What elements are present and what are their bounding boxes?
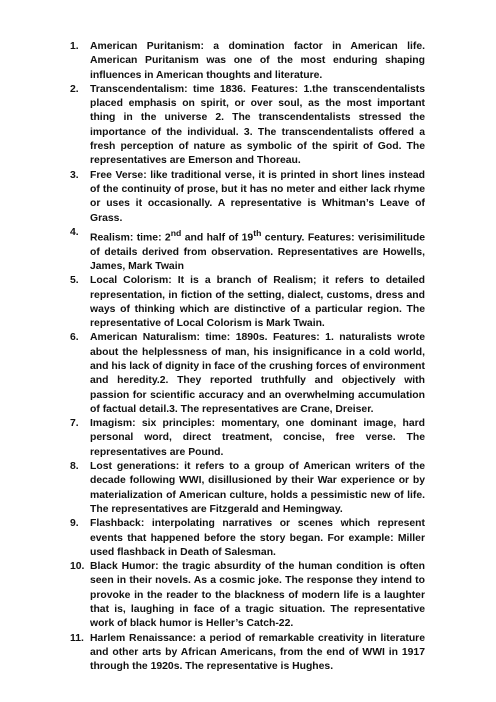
list-item xyxy=(70,517,425,560)
item-text-part: century. Features: verisimilitude of details derived from observation. Representatives are Howells, James, Mark Twain xyxy=(90,232,425,272)
item-text: Imagism: six principles: momentary, one dominant image, hard personal word, direct treatment, concise, free verse. The representatives are Pound. xyxy=(90,418,425,458)
item-number: 4. xyxy=(70,226,79,238)
item-number: 6. xyxy=(70,332,79,344)
list-item xyxy=(70,226,425,274)
item-text-part: Realism: time: 2 xyxy=(90,232,171,244)
item-text-part: and half of 19 xyxy=(181,232,254,244)
item-number: 8. xyxy=(70,461,79,473)
list-item xyxy=(70,560,425,631)
list-item xyxy=(70,83,425,169)
item-number: 3. xyxy=(70,169,79,181)
item-number: 10. xyxy=(70,561,85,573)
item-text: Free Verse: like traditional verse, it is printed in short lines instead of the continuity of prose, but it has no meter and either lack rhyme or uses it occasionally. A representative is Whitman’s Leave of Grass. xyxy=(90,169,425,224)
item-text: Black Humor: the tragic absurdity of the human condition is often seen in their novels. As a cosmic joke. The response they intend to provoke in the reader to the blackness of modern life is a laughter that is, laughing in face of a tragic situation. The representative work of black humor is Heller’s Catch-22. xyxy=(90,561,425,630)
item-text: Transcendentalism: time 1836. Features: 1.the transcendentalists placed emphasis on spirit, or over soul, as the most important thing in the universe 2. The transcendentalists stressed the importance of the individual. 3. The transcendentalists offered a fresh perception of nature as symbolic of the spirit of God. The representatives are Emerson and Thoreau. xyxy=(90,83,425,167)
item-number: 5. xyxy=(70,275,79,287)
item-text: Lost generations: it refers to a group of American writers of the decade following WWI, disillusioned by their War experience or by materialization of American culture, holds a pessimistic new of life. The representatives are Fitzgerald and Hemingway. xyxy=(90,461,425,515)
item-number: 7. xyxy=(70,418,79,430)
ordinal-suffix: th xyxy=(253,227,262,238)
list-item xyxy=(70,331,425,417)
item-number: 1. xyxy=(70,41,79,52)
item-text: Local Colorism: It is a branch of Realism; it refers to detailed representation, in fiction of the setting, dialect, customs, dress and ways of thinking which are distinctive of a particular region. The representative of Local Colorism is Mark Twain. xyxy=(90,275,425,330)
list-item xyxy=(70,40,425,83)
terms-list xyxy=(70,40,425,675)
list-item xyxy=(70,274,425,331)
item-text: American Naturalism: time: 1890s. Features: 1. naturalists wrote about the helplessness of man, his insignificance in a cold world, and his lack of dignity in face of the crushing forces of environment and heredity.2. They reported truthfully and objectively with passion for scientific accuracy and an overwhelming accumulation of factual detail.3. The representatives are Crane, Dreiser. xyxy=(90,332,425,415)
item-text: American Puritanism: a domination factor in American life. American Puritanism was one of the most enduring shaping influences in American thoughts and literature. xyxy=(90,41,425,81)
item-number: 11. xyxy=(70,632,84,644)
list-item xyxy=(70,460,425,517)
item-number: 2. xyxy=(70,83,79,95)
item-text: Flashback: interpolating narratives or scenes which represent events that happened before the story began. For example: Miller used flashback in Death of Salesman. xyxy=(90,518,425,558)
item-text: Harlem Renaissance: a period of remarkable creativity in literature and other arts by African Americans, from the end of WWI in 1917 through the 1920s. The representative is Hughes. xyxy=(90,632,425,673)
item-number: 9. xyxy=(70,518,79,530)
list-item xyxy=(70,417,425,460)
item-text xyxy=(90,226,425,274)
list-item xyxy=(70,632,425,675)
list-item xyxy=(70,169,425,226)
ordinal-suffix: nd xyxy=(170,227,182,238)
